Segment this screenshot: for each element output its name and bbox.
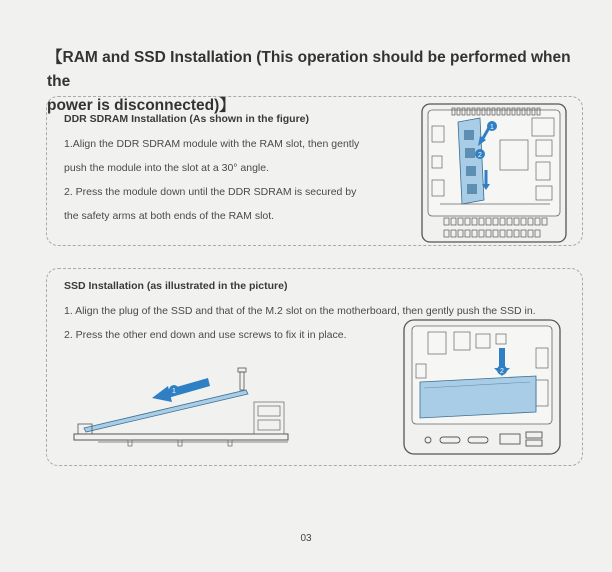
ram-step-line-4: the safety arms at both ends of the RAM slot.: [64, 210, 275, 222]
ram-installation-figure: [420, 100, 570, 244]
ssd-heading: SSD Installation (as illustrated in the picture): [64, 280, 288, 292]
ssd-step-line-2: 2. Press the other end down and use screws to fix it in place.: [64, 329, 347, 341]
page-number: 03: [300, 533, 312, 544]
ssd-step-line-1: 1. Align the plug of the SSD and that of the M.2 slot on the motherboard, then gently push the SSD in.: [64, 305, 536, 317]
ram-heading: DDR SDRAM Installation (As shown in the figure): [64, 113, 310, 125]
ram-figure-step-2: 2: [478, 152, 482, 159]
ram-step-line-1: 1.Align the DDR SDRAM module with the RAM slot, then gently: [64, 138, 360, 150]
ssd-top-figure-step-2: 2: [500, 368, 504, 375]
ram-figure-step-1: 1: [490, 124, 494, 131]
ssd-side-figure-step-1: 1: [172, 388, 176, 395]
page-title-line-1: 【RAM and SSD Installation (This operation should be performed when the: [47, 49, 571, 90]
ram-step-line-2: push the module into the slot at a 30° angle.: [64, 162, 270, 174]
page-title-line-2: power is disconnected)】: [47, 97, 235, 114]
ssd-placement-figure: [402, 318, 566, 458]
ssd-insertion-figure: [68, 362, 300, 454]
ram-step-line-3: 2. Press the module down until the DDR SDRAM is secured by: [64, 186, 357, 198]
